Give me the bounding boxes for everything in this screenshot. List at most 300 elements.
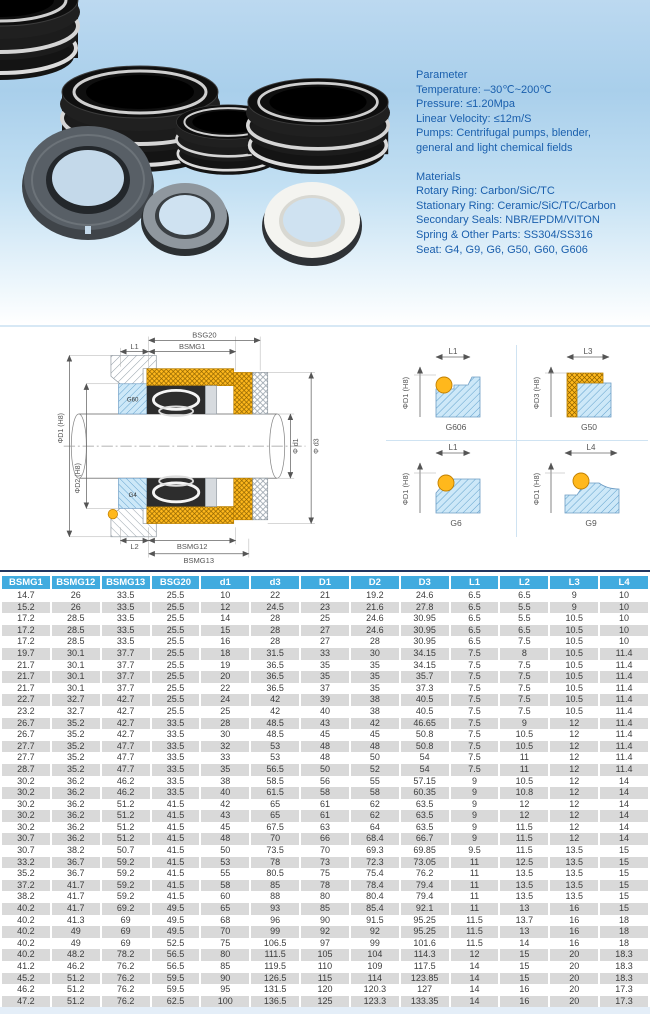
table-cell: 41.5	[152, 810, 200, 822]
table-cell: 85	[201, 961, 249, 973]
table-cell: 78	[301, 880, 349, 892]
table-cell: 13.5	[500, 880, 548, 892]
table-cell: 14	[451, 961, 499, 973]
table-cell: 11	[451, 891, 499, 903]
table-cell: 90	[301, 915, 349, 927]
table-cell: 33.2	[2, 857, 50, 869]
table-cell: 42	[251, 694, 299, 706]
table-cell: 17.3	[600, 984, 648, 996]
table-cell: 36.2	[52, 776, 100, 788]
table-cell: 11.4	[600, 741, 648, 753]
table-cell: 61.5	[251, 787, 299, 799]
table-cell: 43	[301, 718, 349, 730]
table-cell: 7.5	[451, 648, 499, 660]
product-section	[0, 0, 650, 327]
table-cell: 23	[301, 602, 349, 614]
table-cell: 76.2	[102, 984, 150, 996]
table-cell: 11.4	[600, 729, 648, 741]
table-cell: 35.2	[52, 741, 100, 753]
table-cell: 12	[451, 949, 499, 961]
table-cell: 25.5	[152, 660, 200, 672]
seat-left-dim: ΦD1 (H8)	[532, 472, 541, 506]
table-cell: 10	[201, 590, 249, 602]
table-cell: 48.5	[251, 729, 299, 741]
table-cell: 10	[600, 636, 648, 648]
table-cell: 136.5	[251, 996, 299, 1008]
table-cell: 41.5	[152, 822, 200, 834]
table-cell: 30.95	[401, 636, 449, 648]
table-cell: 18.3	[600, 973, 648, 985]
dim-bsmg12: BSMG12	[176, 542, 208, 552]
table-cell: 37.2	[2, 880, 50, 892]
table-cell: 25	[201, 706, 249, 718]
table-row	[2, 915, 648, 927]
table-cell: 42	[201, 799, 249, 811]
table-cell: 27.7	[2, 741, 50, 753]
table-cell: 14	[451, 984, 499, 996]
seat-top-dim: L1	[448, 443, 458, 452]
table-cell: 13	[500, 926, 548, 938]
table-cell: 40.2	[2, 926, 50, 938]
table-cell: 96	[251, 915, 299, 927]
table-cell: 5.5	[500, 613, 548, 625]
table-cell: 53	[251, 752, 299, 764]
o-ring	[108, 509, 117, 518]
table-cell: 68	[201, 915, 249, 927]
dim-bsmg1: BSMG1	[178, 341, 206, 351]
table-cell: 25.5	[152, 706, 200, 718]
table-cell: 15	[600, 845, 648, 857]
table-cell: 20	[550, 973, 598, 985]
table-cell: 60	[201, 891, 249, 903]
table-cell: 69	[102, 938, 150, 950]
table-cell: 41.7	[52, 880, 100, 892]
table-cell: 20	[201, 671, 249, 683]
spec-line-pumps-2: general and light chemical fields	[416, 141, 573, 154]
table-cell: 69	[102, 926, 150, 938]
table-cell: 12	[201, 602, 249, 614]
table-cell: 30.7	[2, 845, 50, 857]
table-cell: 10.5	[550, 613, 598, 625]
table-cell: 126.5	[251, 973, 299, 985]
table-cell: 36.5	[251, 660, 299, 672]
table-cell: 28	[351, 636, 399, 648]
table-cell: 131.5	[251, 984, 299, 996]
table-cell: 115	[301, 973, 349, 985]
table-cell: 49	[52, 926, 100, 938]
table-cell: 75	[201, 938, 249, 950]
table-cell: 7.5	[451, 660, 499, 672]
table-cell: 35.2	[52, 718, 100, 730]
table-cell: 117.5	[401, 961, 449, 973]
table-cell: 24.5	[251, 602, 299, 614]
table-cell: 11	[451, 857, 499, 869]
table-cell: 18	[600, 926, 648, 938]
table-cell: 40.2	[2, 903, 50, 915]
column-header: L3	[550, 576, 598, 590]
ceramic-seal-face-ring	[262, 182, 362, 266]
table-cell: 101.6	[401, 938, 449, 950]
table-cell: 30.95	[401, 613, 449, 625]
table-row	[2, 938, 648, 950]
dim-l1: L1	[130, 341, 139, 351]
table-cell: 7.5	[451, 752, 499, 764]
table-cell: 16	[550, 938, 598, 950]
table-cell: 73	[301, 857, 349, 869]
table-cell: 13.5	[500, 891, 548, 903]
table-cell: 70	[301, 845, 349, 857]
table-cell: 47.7	[102, 764, 150, 776]
table-cell: 49.5	[152, 903, 200, 915]
table-cell: 37.7	[102, 671, 150, 683]
table-cell: 36.2	[52, 810, 100, 822]
table-cell: 13.5	[550, 880, 598, 892]
table-cell: 46.2	[102, 787, 150, 799]
table-row	[2, 706, 648, 718]
table-cell: 27	[301, 636, 349, 648]
table-cell: 15	[500, 949, 548, 961]
table-cell: 48	[301, 752, 349, 764]
table-cell: 25.5	[152, 602, 200, 614]
table-cell: 105	[301, 949, 349, 961]
table-cell: 70	[201, 926, 249, 938]
table-cell: 99	[351, 938, 399, 950]
dim-l2: L2	[130, 542, 139, 552]
table-cell: 123.85	[401, 973, 449, 985]
table-cell: 50	[201, 845, 249, 857]
table-cell: 50	[351, 752, 399, 764]
table-cell: 14	[600, 787, 648, 799]
table-cell: 50.7	[102, 845, 150, 857]
table-cell: 25.5	[152, 625, 200, 637]
table-cell: 38.2	[2, 891, 50, 903]
table-cell: 63.5	[401, 822, 449, 834]
bottom-strip	[0, 1007, 650, 1014]
table-cell: 90	[201, 973, 249, 985]
table-cell: 99	[251, 926, 299, 938]
table-cell: 59.2	[102, 857, 150, 869]
table-cell: 76.2	[102, 961, 150, 973]
table-cell: 125	[301, 996, 349, 1008]
table-cell: 59.2	[102, 891, 150, 903]
table-cell: 80.4	[351, 891, 399, 903]
table-cell: 65	[251, 799, 299, 811]
table-cell: 42	[351, 718, 399, 730]
seat-diagrams	[386, 345, 648, 537]
table-cell: 28.7	[2, 764, 50, 776]
table-cell: 9	[451, 776, 499, 788]
table-cell: 40	[301, 706, 349, 718]
table-cell: 12	[550, 787, 598, 799]
table-cell: 11.5	[500, 833, 548, 845]
table-cell: 80.5	[251, 868, 299, 880]
table-cell: 11.4	[600, 648, 648, 660]
table-cell: 85	[251, 880, 299, 892]
table-cell: 30.2	[2, 822, 50, 834]
table-row	[2, 949, 648, 961]
table-cell: 48	[351, 741, 399, 753]
table-cell: 46.2	[2, 984, 50, 996]
seal-assembly-upper	[111, 355, 268, 415]
dim-bsg20: BSG20	[192, 330, 217, 340]
table-cell: 15	[600, 891, 648, 903]
table-cell: 54	[401, 752, 449, 764]
table-cell: 15	[600, 903, 648, 915]
table-cell: 33	[301, 648, 349, 660]
size-table	[0, 576, 650, 1007]
table-cell: 12	[550, 776, 598, 788]
table-cell: 16	[500, 984, 548, 996]
table-cell: 75.4	[351, 868, 399, 880]
seat-top-dim: L3	[583, 347, 593, 356]
table-cell: 28.5	[52, 636, 100, 648]
table-cell: 45.2	[2, 973, 50, 985]
table-row	[2, 752, 648, 764]
table-cell: 12	[500, 810, 548, 822]
table-cell: 51.2	[52, 996, 100, 1008]
table-cell: 17.2	[2, 625, 50, 637]
size-table-head-row	[2, 576, 648, 590]
table-cell: 92	[351, 926, 399, 938]
table-cell: 56.5	[152, 949, 200, 961]
table-cell: 47.7	[102, 741, 150, 753]
table-cell: 27.8	[401, 602, 449, 614]
table-cell: 104	[351, 949, 399, 961]
table-cell: 49.5	[152, 915, 200, 927]
table-cell: 15.2	[2, 602, 50, 614]
table-cell: 51.2	[102, 810, 150, 822]
table-cell: 51.2	[102, 822, 150, 834]
table-cell: 67.5	[251, 822, 299, 834]
table-cell: 93	[251, 903, 299, 915]
table-cell: 41.2	[2, 961, 50, 973]
spec-line-pumps: Pumps: Centrifugal pumps, blender,	[416, 127, 591, 140]
table-cell: 57.15	[401, 776, 449, 788]
table-row	[2, 625, 648, 637]
table-cell: 25.5	[152, 694, 200, 706]
table-cell: 59.2	[102, 880, 150, 892]
table-cell: 53	[201, 857, 249, 869]
table-cell: 59.5	[152, 984, 200, 996]
table-cell: 12	[550, 741, 598, 753]
carbon-ring	[22, 126, 154, 240]
table-cell: 25.5	[152, 671, 200, 683]
table-cell: 11.4	[600, 660, 648, 672]
table-cell: 72.3	[351, 857, 399, 869]
table-cell: 6.5	[451, 602, 499, 614]
table-cell: 28.5	[52, 625, 100, 637]
table-cell: 11.5	[451, 938, 499, 950]
table-cell: 11.4	[600, 694, 648, 706]
table-cell: 85.4	[351, 903, 399, 915]
table-cell: 9	[550, 602, 598, 614]
table-cell: 78.4	[351, 880, 399, 892]
table-row	[2, 973, 648, 985]
table-row	[2, 590, 648, 602]
table-cell: 43	[201, 810, 249, 822]
seat-top-dim: L4	[586, 443, 596, 452]
table-cell: 58	[351, 787, 399, 799]
table-cell: 24.6	[351, 613, 399, 625]
o-ring	[573, 473, 589, 489]
table-cell: 33.5	[152, 776, 200, 788]
table-row	[2, 880, 648, 892]
spec-line-stationary: Stationary Ring: Ceramic/SiC/TC/Carbon	[416, 199, 616, 212]
table-row	[2, 822, 648, 834]
size-table-body	[2, 590, 648, 1007]
table-cell: 45	[201, 822, 249, 834]
table-cell: 110	[301, 961, 349, 973]
table-cell: 7.5	[451, 741, 499, 753]
column-header: BSG20	[152, 576, 200, 590]
table-cell: 7.5	[500, 660, 548, 672]
table-cell: 13.5	[550, 891, 598, 903]
dim-bsmg13: BSMG13	[183, 556, 215, 566]
table-cell: 30.2	[2, 776, 50, 788]
table-cell: 46.2	[52, 961, 100, 973]
table-cell: 46.65	[401, 718, 449, 730]
column-header: L4	[600, 576, 648, 590]
table-cell: 13.7	[500, 915, 548, 927]
table-cell: 39	[301, 694, 349, 706]
table-cell: 11.4	[600, 752, 648, 764]
table-cell: 35	[201, 764, 249, 776]
table-cell: 47.7	[102, 752, 150, 764]
column-header: d1	[201, 576, 249, 590]
table-cell: 38	[351, 694, 399, 706]
table-cell: 11.4	[600, 706, 648, 718]
bellows-seal-symbol	[0, 0, 80, 80]
table-cell: 76.2	[102, 996, 150, 1008]
table-cell: 69.3	[351, 845, 399, 857]
table-cell: 9	[550, 590, 598, 602]
table-cell: 33.5	[102, 625, 150, 637]
column-header: L1	[451, 576, 499, 590]
table-row	[2, 660, 648, 672]
table-cell: 56	[301, 776, 349, 788]
table-cell: 51.2	[102, 833, 150, 845]
table-row	[2, 636, 648, 648]
table-cell: 76.2	[401, 868, 449, 880]
table-cell: 11.4	[600, 764, 648, 776]
table-cell: 41.5	[152, 857, 200, 869]
seat-left-dim: ΦD1 (H8)	[401, 472, 410, 506]
materials-heading: Materials	[416, 170, 461, 183]
product-photo	[0, 0, 430, 325]
table-cell: 61	[301, 810, 349, 822]
table-cell: 11	[451, 903, 499, 915]
table-cell: 56.5	[251, 764, 299, 776]
table-cell: 33.5	[152, 764, 200, 776]
table-cell: 11	[500, 764, 548, 776]
column-header: BSMG13	[102, 576, 150, 590]
table-cell: 14	[451, 996, 499, 1008]
table-cell: 95.25	[401, 926, 449, 938]
table-cell: 23.2	[2, 706, 50, 718]
table-cell: 11.4	[600, 683, 648, 695]
table-cell: 10.5	[550, 683, 598, 695]
table-row	[2, 787, 648, 799]
table-cell: 7.5	[451, 671, 499, 683]
table-row	[2, 810, 648, 822]
table-cell: 42.7	[102, 706, 150, 718]
table-cell: 36.5	[251, 683, 299, 695]
table-cell: 15	[500, 973, 548, 985]
cross-section-diagram	[44, 329, 329, 567]
table-cell: 58.5	[251, 776, 299, 788]
table-cell: 24.6	[401, 590, 449, 602]
table-cell: 34.15	[401, 648, 449, 660]
table-cell: 50.8	[401, 729, 449, 741]
table-cell: 22.7	[2, 694, 50, 706]
table-cell: 6.5	[500, 590, 548, 602]
table-cell: 119.5	[251, 961, 299, 973]
table-row	[2, 996, 648, 1008]
table-cell: 36.7	[52, 857, 100, 869]
table-cell: 8	[500, 648, 548, 660]
table-cell: 14	[451, 973, 499, 985]
table-cell: 80	[301, 891, 349, 903]
table-cell: 42.7	[102, 694, 150, 706]
table-cell: 25.5	[152, 590, 200, 602]
table-cell: 10	[600, 613, 648, 625]
table-cell: 28.5	[52, 613, 100, 625]
table-cell: 30.1	[52, 671, 100, 683]
table-cell: 35.2	[52, 764, 100, 776]
table-cell: 9	[451, 822, 499, 834]
table-cell: 50	[301, 764, 349, 776]
table-cell: 10.5	[500, 741, 548, 753]
table-cell: 38.2	[52, 845, 100, 857]
table-cell: 9	[451, 799, 499, 811]
table-cell: 114	[351, 973, 399, 985]
table-cell: 66	[301, 833, 349, 845]
table-cell: 5.5	[500, 602, 548, 614]
seat-top-dim: L1	[448, 347, 458, 356]
table-cell: 111.5	[251, 949, 299, 961]
table-cell: 41.5	[152, 845, 200, 857]
table-cell: 12	[550, 822, 598, 834]
table-cell: 69.2	[102, 903, 150, 915]
parameter-block	[416, 68, 648, 156]
table-cell: 92.1	[401, 903, 449, 915]
table-cell: 6.5	[451, 590, 499, 602]
table-cell: 26	[52, 590, 100, 602]
table-cell: 41.5	[152, 880, 200, 892]
table-cell: 62.5	[152, 996, 200, 1008]
table-cell: 32.7	[52, 694, 100, 706]
table-cell: 14	[600, 810, 648, 822]
table-cell: 25.5	[152, 648, 200, 660]
table-cell: 33	[201, 752, 249, 764]
table-cell: 41.5	[152, 833, 200, 845]
table-cell: 123.3	[351, 996, 399, 1008]
table-cell: 40.5	[401, 694, 449, 706]
table-cell: 20	[550, 996, 598, 1008]
table-cell: 28	[251, 625, 299, 637]
spec-line-temperature: Temperature: –30℃~200℃	[416, 83, 552, 96]
table-cell: 33.5	[152, 741, 200, 753]
table-cell: 19.7	[2, 648, 50, 660]
table-row	[2, 868, 648, 880]
table-cell: 42	[251, 706, 299, 718]
table-cell: 24	[201, 694, 249, 706]
table-cell: 11.4	[600, 718, 648, 730]
table-cell: 61	[301, 799, 349, 811]
table-cell: 10.5	[550, 648, 598, 660]
table-cell: 49.5	[152, 926, 200, 938]
table-cell: 30.95	[401, 625, 449, 637]
